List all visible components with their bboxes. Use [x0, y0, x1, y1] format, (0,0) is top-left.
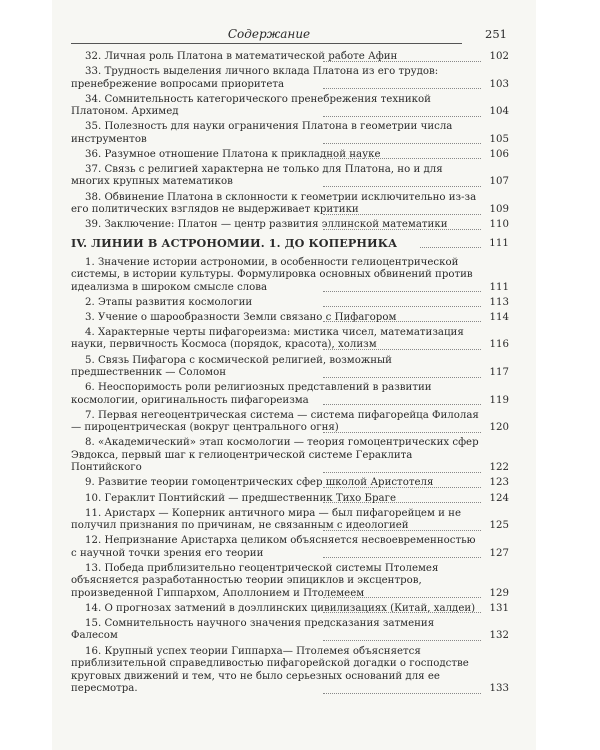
toc-entry-page: 119 [489, 394, 509, 406]
toc-entry-page: 117 [489, 367, 509, 379]
toc-entry-page: 132 [489, 630, 509, 642]
toc-entry-page: 105 [489, 133, 509, 145]
toc-entry-page: 125 [489, 520, 509, 532]
toc-entry [71, 355, 509, 380]
toc-entry-text: 33. Трудность выделения личного вклада Платона из его трудов: пренебрежение вопросами приоритета [71, 66, 439, 90]
toc-entry [71, 94, 509, 119]
toc-entry [71, 410, 509, 435]
toc-section-heading [71, 236, 509, 251]
toc-entry [71, 646, 509, 696]
toc-entry-page: 102 [489, 51, 509, 62]
toc-entry-page: 110 [489, 219, 509, 231]
toc-entry-text: 9. Развитие теории гомоцентрических сфер школой Аристотеля [85, 477, 434, 489]
book-page [52, 0, 536, 750]
toc-entry [71, 312, 509, 325]
section-title: IV. ЛИНИИ В АСТРОНОМИИ. 1. ДО КОПЕРНИКА [71, 235, 398, 250]
toc-entry [71, 297, 509, 310]
toc-entry [71, 257, 509, 295]
toc-entry-text: 35. Полезность для науки ограничения Платона в геометрии числа инструментов [71, 121, 453, 145]
toc-entry [71, 535, 509, 560]
toc-entry-text: 38. Обвинение Платона в склонности к геометрии исключительно из-за его политических взглядов не выдерживает критики [71, 191, 477, 216]
toc-entry [71, 149, 509, 162]
toc-entry-page: 116 [489, 339, 509, 351]
toc-entry-text: 2. Этапы развития космологии [85, 296, 253, 308]
toc-entry-text: 8. «Академический» этап космологии — теория гомоцентрических сфер Эвдокса, первый шаг к гелиоцентрической системе Гераклита Понтийского [71, 437, 479, 474]
section-page-number: 111 [489, 237, 509, 249]
running-title: Содержание [227, 27, 311, 41]
toc-entry [71, 603, 509, 616]
toc-entry-page: 109 [489, 204, 509, 216]
toc-entry [71, 508, 509, 533]
toc-entry-text: 12. Непризнание Аристарха целиком объясняется несвоевременностью с научной точки зрения его теории [71, 535, 476, 559]
toc-entry [71, 493, 509, 506]
toc-entry [71, 121, 509, 146]
toc-entry-page: 106 [489, 148, 509, 160]
toc-entry-page: 124 [489, 492, 509, 504]
toc-entry-page: 113 [489, 296, 509, 308]
toc-entry [71, 219, 509, 232]
toc-entry-text: 13. Победа приблизительно геоцентрической системы Птолемея объясняется разработанностью теории эпициклов и эксцентров, произведенной Гиппархом, Аполлонием и Птолемеем [71, 562, 439, 599]
toc-entries-before [71, 51, 509, 232]
toc-entry-page: 111 [489, 281, 509, 293]
toc-entry-text: 36. Разумное отношение Платона к прикладной науке [85, 148, 381, 160]
toc-entry [71, 477, 509, 490]
toc-entry-text: 15. Сомнительность научного значения предсказания затмения Фалесом [71, 617, 435, 642]
toc-entry [71, 437, 509, 475]
toc-entry-page: 120 [489, 422, 509, 434]
toc-entry-page: 131 [489, 602, 509, 614]
toc-entry [71, 382, 509, 407]
toc-entry-text: 1. Значение истории астрономии, в особенности гелиоцентрической системы, в истории культуры. Формулировка основных обвинений против идеализма в широком смысле слова [71, 256, 473, 293]
toc-entry-text: 34. Сомнительность категорического пренебрежения техникой Платоном. Архимед [71, 93, 431, 118]
toc-entry-text: 37. Связь с религией характерна не только для Платона, но и для многих крупных математиков [71, 163, 443, 188]
toc-entry [71, 618, 509, 643]
toc-entry-text: 3. Учение о шарообразности Земли связано с Пифагором [85, 311, 397, 323]
toc-entry [71, 51, 509, 64]
toc-entries-after [71, 257, 509, 696]
toc-entry-text: 32. Личная роль Платона в математической работе Афин [85, 51, 398, 62]
toc-entry-text: 10. Гераклит Понтийский — предшественник Тихо Браге [85, 492, 396, 504]
toc-entry-page: 103 [489, 78, 509, 90]
toc-entry-text: 4. Характерные черты пифагореизма: мистика чисел, математизация науки, первичность Космоса (порядок, красота), холизм [71, 326, 464, 351]
table-of-contents [71, 51, 509, 698]
toc-entry-text: 7. Первая негеоцентрическая система — система пифагорейца Филолая — пироцентрическая (вокруг центрального огня) [71, 409, 479, 434]
page-number: 251 [485, 27, 507, 41]
toc-entry-page: 104 [489, 106, 509, 118]
toc-entry [71, 563, 509, 601]
toc-entry-text: 11. Аристарх — Коперник античного мира — был пифагорейцем и не получил признания по причинам, не связанным с идеологией [71, 507, 461, 532]
toc-entry-text: 14. О прогнозах затмений в доэллинских цивилизациях (Китай, халдеи) [85, 602, 476, 614]
header-divider [71, 43, 462, 44]
toc-entry-page: 127 [489, 547, 509, 559]
toc-entry-page: 114 [489, 311, 509, 323]
toc-entry [71, 66, 509, 91]
toc-entry [71, 192, 509, 217]
toc-entry-text: 39. Заключение: Платон — центр развития эллинской математики [85, 219, 448, 231]
toc-entry-page: 122 [489, 462, 509, 474]
toc-entry-page: 129 [489, 587, 509, 599]
toc-entry-page: 123 [489, 477, 509, 489]
toc-entry-text: 5. Связь Пифагора с космической религией, возможный предшественник — Соломон [71, 354, 392, 379]
toc-entry-page: 107 [489, 176, 509, 188]
toc-entry [71, 327, 509, 352]
toc-entry [71, 164, 509, 189]
page-header [71, 24, 507, 42]
toc-entry-text: 6. Неоспоримость роли религиозных представлений в развитии космологии, оригинальность пифагореизма [71, 382, 432, 406]
toc-entry-text: 16. Крупный успех теории Гиппарха— Птолемея объясняется приблизительной справедливостью пифагорейской догадки о господстве круговых движений и тем, что не было серьезных оснований для ее пересмотра. [71, 645, 469, 695]
toc-entry-page: 133 [489, 683, 509, 695]
